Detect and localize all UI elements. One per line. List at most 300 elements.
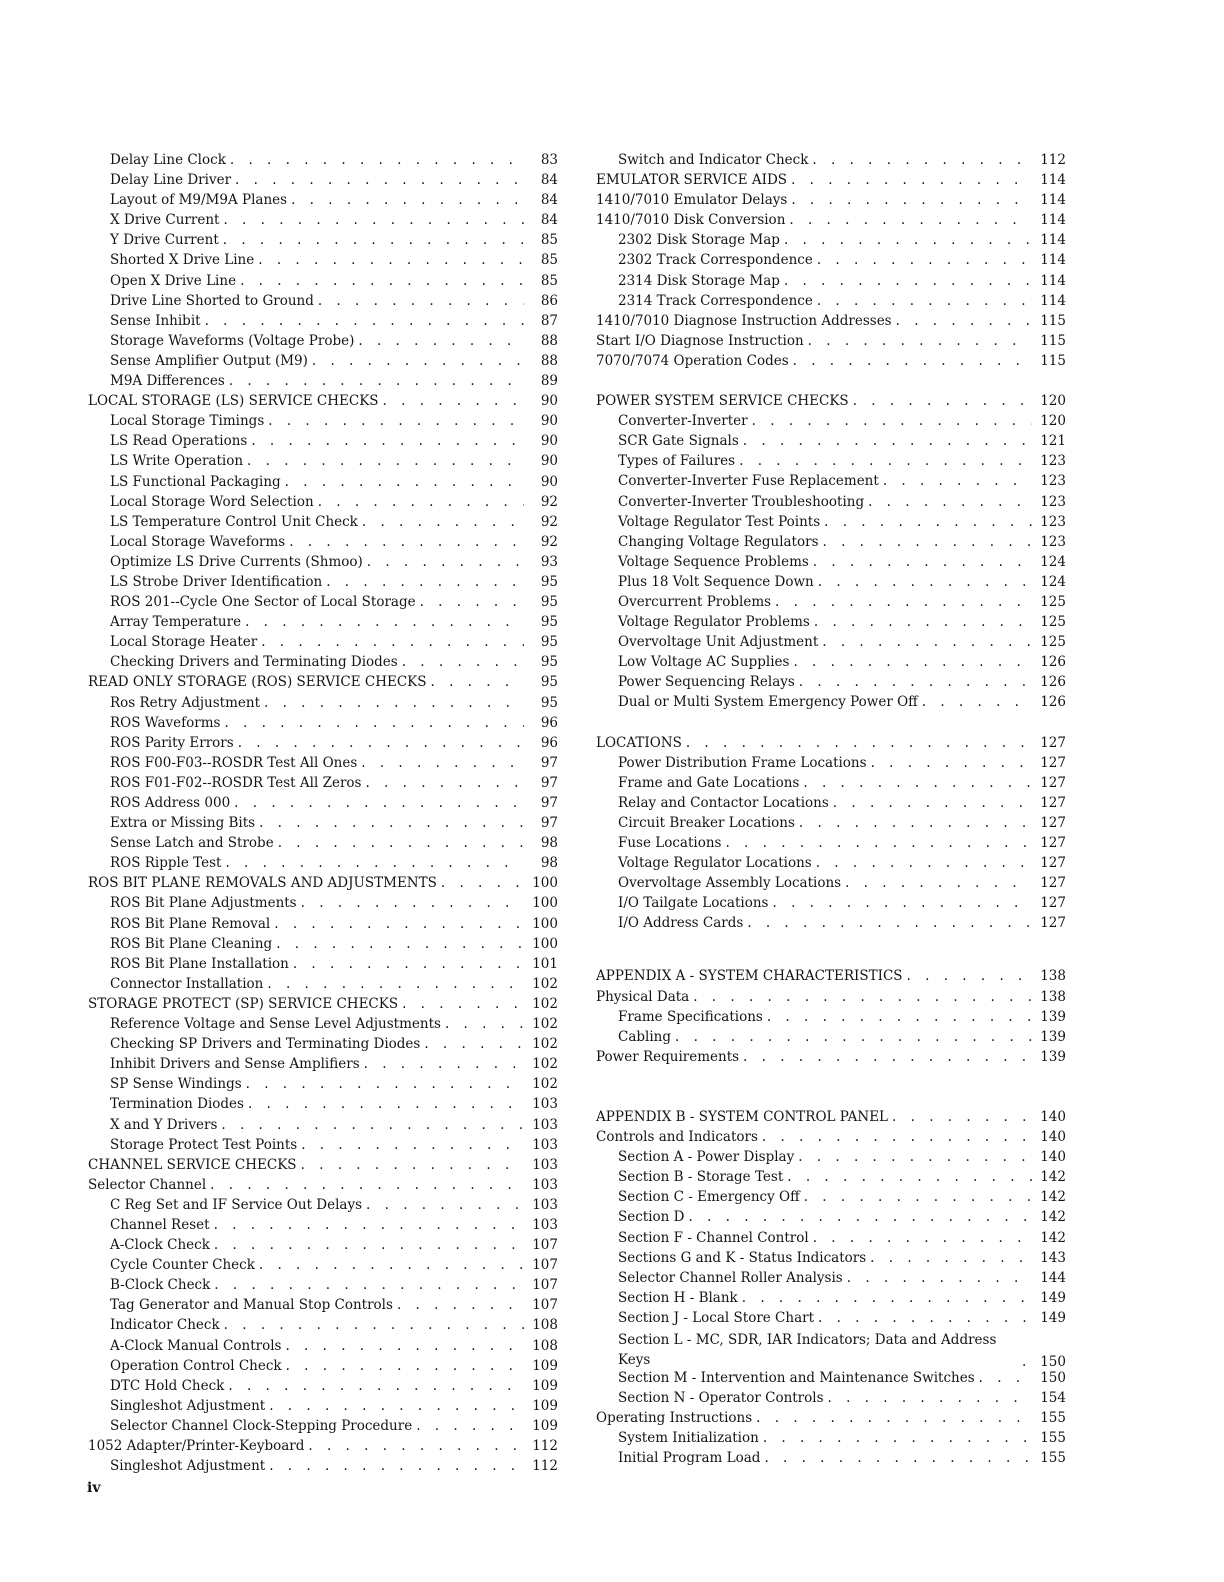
toc-page-number: 89	[540, 373, 558, 390]
toc-entry-title: Initial Program Load	[618, 1450, 761, 1467]
toc-page-number: 109	[532, 1397, 558, 1414]
dot-leader	[314, 293, 524, 309]
toc-subentry[interactable]	[88, 232, 558, 252]
toc-entry-title: ROS BIT PLANE REMOVALS AND ADJUSTMENTS	[88, 875, 437, 892]
toc-entry-title: Frame and Gate Locations	[618, 774, 800, 791]
dot-leader	[763, 1009, 1032, 1025]
dot-leader	[304, 1438, 524, 1454]
toc-entry[interactable]	[88, 1157, 558, 1177]
toc-left-column	[88, 152, 558, 1478]
toc-subentry[interactable]	[596, 1330, 1066, 1370]
toc-entry-title: ROS Parity Errors	[110, 734, 234, 751]
toc-subentry[interactable]	[88, 755, 558, 775]
dot-leader	[841, 875, 1032, 891]
toc-entry-title: Termination Diodes	[110, 1096, 244, 1113]
toc-entry-title: SP Sense Windings	[110, 1076, 242, 1093]
toc-subentry[interactable]	[88, 212, 558, 232]
dot-leader	[813, 293, 1032, 309]
toc-entry-title: Frame Specifications	[618, 1008, 763, 1025]
toc-subentry[interactable]	[88, 594, 558, 614]
toc-entry-title: Local Storage Waveforms	[110, 533, 286, 550]
toc-page-number: 101	[532, 955, 558, 972]
toc-subentry[interactable]	[596, 654, 1066, 674]
toc-subentry[interactable]	[88, 1096, 558, 1116]
toc-subentry[interactable]	[88, 895, 558, 915]
dot-leader	[272, 936, 524, 952]
dot-leader	[297, 895, 524, 911]
dot-leader	[354, 333, 524, 349]
toc-subentry[interactable]	[88, 634, 558, 654]
toc-entry-title: Section B - Storage Test	[618, 1169, 784, 1186]
toc-subentry[interactable]	[596, 293, 1066, 313]
dot-leader	[427, 674, 524, 690]
toc-page-number: 127	[1040, 835, 1066, 851]
toc-subentry[interactable]	[88, 654, 558, 674]
toc-subentry[interactable]	[596, 755, 1066, 775]
toc-subentry[interactable]	[596, 1230, 1066, 1250]
toc-subentry[interactable]	[596, 795, 1066, 815]
dot-leader	[210, 1217, 524, 1233]
toc-entry-title: X and Y Drivers	[110, 1116, 218, 1133]
dot-leader	[760, 1450, 1032, 1466]
toc-page-number: 95	[540, 614, 558, 631]
toc-page-number: 114	[1040, 272, 1066, 289]
toc-subentry[interactable]	[88, 1036, 558, 1056]
toc-subentry[interactable]	[88, 313, 558, 333]
toc-entry[interactable]	[596, 989, 1066, 1009]
toc-page-number: 112	[1040, 152, 1066, 168]
toc-page-number: 103	[532, 1196, 558, 1213]
toc-subentry[interactable]	[88, 453, 558, 473]
toc-page-number: 149	[1040, 1289, 1066, 1306]
toc-entry-title: B-Clock Check	[110, 1277, 211, 1294]
dot-leader	[810, 614, 1032, 630]
toc-entry-title: Singleshot Adjustment	[110, 1397, 266, 1414]
toc-entry-title: Open X Drive Line	[110, 272, 237, 289]
dot-leader	[289, 956, 524, 972]
toc-entry[interactable]	[596, 735, 1066, 755]
toc-subentry[interactable]	[88, 855, 558, 875]
dot-leader	[743, 915, 1032, 931]
toc-page-number: 121	[1040, 433, 1066, 450]
toc-entry-title: X Drive Current	[110, 212, 220, 229]
toc-subentry[interactable]	[88, 494, 558, 514]
toc-entry-title: Relay and Contactor Locations	[618, 794, 829, 811]
toc-subentry[interactable]	[596, 875, 1066, 895]
toc-entry-title: Storage Waveforms (Voltage Probe)	[110, 332, 355, 349]
dot-leader	[231, 172, 524, 188]
toc-entry-title: Cabling	[618, 1028, 671, 1045]
toc-page-number: 112	[532, 1458, 558, 1475]
toc-subentry[interactable]	[88, 1257, 558, 1277]
toc-page-number: 127	[1040, 915, 1066, 932]
toc-entry[interactable]	[88, 996, 558, 1016]
toc-subentry[interactable]	[596, 674, 1066, 694]
toc-page-number: 154	[1040, 1390, 1066, 1407]
dot-leader	[264, 413, 524, 429]
toc-entry-title: Checking SP Drivers and Terminating Diodes	[110, 1036, 421, 1053]
toc-entry[interactable]	[596, 1129, 1066, 1149]
toc-subentry[interactable]	[88, 815, 558, 835]
toc-page-number: 90	[540, 453, 558, 470]
toc-subentry[interactable]	[596, 473, 1066, 493]
toc-subentry[interactable]	[596, 815, 1066, 835]
toc-subentry[interactable]	[88, 695, 558, 715]
toc-subentry[interactable]	[88, 956, 558, 976]
toc-subentry[interactable]	[88, 1016, 558, 1036]
dot-leader	[812, 855, 1032, 871]
toc-subentry[interactable]	[596, 1290, 1066, 1310]
toc-subentry[interactable]	[596, 895, 1066, 915]
toc-entry-title: I/O Tailgate Locations	[618, 895, 769, 912]
toc-subentry[interactable]	[88, 1277, 558, 1297]
toc-entry-title: LS Strobe Driver Identification	[110, 573, 323, 590]
dot-leader	[361, 775, 524, 791]
toc-page-number: 120	[1040, 393, 1066, 410]
toc-subentry[interactable]	[596, 775, 1066, 795]
toc-subentry[interactable]	[88, 172, 558, 192]
toc-subentry[interactable]	[88, 373, 558, 393]
dot-leader	[265, 1398, 524, 1414]
dot-leader	[780, 273, 1032, 289]
toc-subentry[interactable]	[88, 1398, 558, 1418]
toc-subentry[interactable]	[88, 1217, 558, 1237]
toc-page-number: 127	[1040, 774, 1066, 791]
toc-subentry[interactable]	[88, 715, 558, 735]
toc-page-number: 84	[540, 172, 558, 189]
toc-subentry[interactable]	[88, 333, 558, 353]
toc-page-number: 120	[1040, 413, 1066, 430]
toc-entry-title: Local Storage Word Selection	[110, 493, 314, 510]
toc-entry[interactable]	[88, 875, 558, 895]
toc-page-number: 109	[532, 1377, 558, 1394]
toc-subentry[interactable]	[88, 1137, 558, 1157]
toc-page-number: 107	[532, 1277, 558, 1294]
toc-entry[interactable]	[88, 393, 558, 413]
toc-page-number: 123	[1040, 473, 1066, 490]
toc-subentry[interactable]	[88, 514, 558, 534]
toc-subentry[interactable]	[88, 976, 558, 996]
toc-entry[interactable]	[596, 313, 1066, 333]
toc-page-number: 107	[532, 1237, 558, 1254]
toc-page-number: 115	[1040, 312, 1066, 329]
toc-page-number: 142	[1040, 1229, 1066, 1246]
toc-subentry[interactable]	[88, 273, 558, 293]
toc-entry-title: M9A Differences	[110, 373, 225, 390]
toc-subentry[interactable]	[88, 152, 558, 172]
dot-leader	[918, 694, 1032, 710]
dot-leader	[281, 474, 524, 490]
toc-entry-title: Section M - Intervention and Maintenance Switches	[618, 1369, 975, 1386]
toc-subentry[interactable]	[596, 1189, 1066, 1209]
toc-page-number: 127	[1040, 734, 1066, 751]
toc-subentry[interactable]	[596, 694, 1066, 714]
toc-subentry[interactable]	[88, 474, 558, 494]
section-spacer	[596, 1069, 1066, 1089]
toc-entry-title: Low Voltage AC Supplies	[618, 654, 790, 671]
toc-entry-title: Fuse Locations	[618, 835, 722, 851]
toc-entry-title: Power Distribution Frame Locations	[618, 754, 867, 771]
toc-entry-title: Channel Reset	[110, 1216, 210, 1233]
toc-page-number: 143	[1040, 1249, 1066, 1266]
dot-leader	[814, 574, 1032, 590]
toc-subentry[interactable]	[88, 936, 558, 956]
dot-leader	[739, 433, 1032, 449]
dot-leader	[226, 152, 524, 168]
toc-entry[interactable]	[88, 674, 558, 694]
toc-entry[interactable]	[596, 393, 1066, 413]
toc-page-number: 97	[540, 815, 558, 832]
toc-subentry[interactable]	[596, 1310, 1066, 1330]
toc-subentry[interactable]	[596, 1370, 1066, 1390]
dot-leader	[441, 1016, 524, 1032]
toc-entry-title: Voltage Regulator Locations	[618, 855, 812, 872]
section-spacer	[596, 715, 1066, 735]
toc-page-number: 84	[540, 192, 558, 209]
toc-page-number: 138	[1040, 988, 1066, 1005]
toc-entry-title: 2314 Track Correspondence	[618, 292, 813, 309]
dot-leader	[242, 1076, 524, 1092]
toc-entry[interactable]	[596, 353, 1066, 373]
toc-entry-title: Optimize LS Drive Currents (Shmoo)	[110, 553, 363, 570]
toc-subentry[interactable]	[596, 1209, 1066, 1229]
toc-subentry[interactable]	[596, 554, 1066, 574]
toc-entry[interactable]	[88, 1177, 558, 1197]
toc-subentry[interactable]	[596, 152, 1066, 172]
toc-subentry[interactable]	[596, 614, 1066, 634]
toc-page-number: 97	[540, 754, 558, 771]
toc-page-number: 88	[540, 352, 558, 369]
toc-subentry[interactable]	[88, 1458, 558, 1478]
toc-subentry[interactable]	[596, 574, 1066, 594]
toc-subentry[interactable]	[596, 835, 1066, 855]
toc-page-number: 90	[540, 433, 558, 450]
toc-subentry[interactable]	[88, 775, 558, 795]
toc-subentry[interactable]	[88, 835, 558, 855]
toc-entry[interactable]	[596, 1410, 1066, 1430]
toc-subentry[interactable]	[596, 1149, 1066, 1169]
toc-subentry[interactable]	[88, 1056, 558, 1076]
toc-entry[interactable]	[596, 1109, 1066, 1129]
dot-leader	[358, 514, 524, 530]
toc-entry-title: Delay Line Clock	[110, 152, 226, 168]
toc-entry-title: Selector Channel	[88, 1176, 207, 1193]
toc-page-number: 139	[1040, 1048, 1066, 1065]
toc-subentry[interactable]	[88, 1338, 558, 1358]
toc-entry-title: ROS Waveforms	[110, 714, 221, 731]
toc-subentry[interactable]	[88, 1197, 558, 1217]
toc-subentry[interactable]	[88, 252, 558, 272]
toc-subentry[interactable]	[88, 1378, 558, 1398]
toc-page-number: 102	[532, 995, 558, 1012]
toc-subentry[interactable]	[88, 1297, 558, 1317]
toc-entry-title: Section J - Local Store Chart	[618, 1309, 815, 1326]
dot-leader	[843, 1270, 1032, 1286]
dot-leader	[225, 373, 524, 389]
toc-entry-title: Drive Line Shorted to Ground	[110, 292, 314, 309]
toc-entry[interactable]	[88, 1438, 558, 1458]
toc-entry-title: Singleshot Adjustment	[110, 1458, 266, 1475]
toc-entry-title: ROS Bit Plane Installation	[110, 955, 289, 972]
dot-leader	[398, 996, 524, 1012]
toc-subentry[interactable]	[88, 1237, 558, 1257]
toc-subentry[interactable]	[596, 594, 1066, 614]
dot-leader	[274, 835, 524, 851]
toc-subentry[interactable]	[596, 413, 1066, 433]
toc-subentry[interactable]	[88, 1317, 558, 1337]
toc-entry-title: Power Requirements	[596, 1048, 740, 1065]
toc-page-number: 84	[540, 212, 558, 229]
dot-leader	[800, 1189, 1032, 1205]
dot-leader	[260, 695, 524, 711]
toc-page-number: 150	[1040, 1353, 1066, 1370]
toc-subentry[interactable]	[596, 534, 1066, 554]
toc-page-number: 109	[532, 1357, 558, 1374]
dot-leader	[412, 1418, 524, 1434]
dot-leader	[866, 1250, 1032, 1266]
toc-entry-title: Power Sequencing Relays	[618, 674, 795, 691]
toc-entry-title: Tag Generator and Manual Stop Controls	[110, 1297, 393, 1314]
toc-page-number: 90	[540, 413, 558, 430]
dot-leader	[684, 1209, 1032, 1225]
toc-subentry[interactable]	[88, 735, 558, 755]
toc-page-number: 96	[540, 714, 558, 731]
toc-subentry[interactable]	[596, 494, 1066, 514]
toc-page-number: 88	[540, 332, 558, 349]
toc-subentry[interactable]	[596, 1450, 1066, 1470]
toc-subentry[interactable]	[88, 293, 558, 313]
toc-subentry[interactable]	[596, 232, 1066, 252]
toc-subentry[interactable]	[88, 1076, 558, 1096]
dot-leader	[210, 1237, 524, 1253]
toc-page-number: 142	[1040, 1189, 1066, 1206]
toc-entry-title: Layout of M9/M9A Planes	[110, 192, 288, 209]
toc-entry[interactable]	[596, 192, 1066, 212]
dot-leader	[829, 795, 1032, 811]
section-spacer	[596, 373, 1066, 393]
dot-leader	[220, 1317, 524, 1333]
toc-page-number: 90	[540, 393, 558, 410]
toc-subentry[interactable]	[596, 634, 1066, 654]
toc-subentry[interactable]	[88, 1418, 558, 1438]
toc-entry[interactable]	[596, 968, 1066, 988]
toc-page-number: 127	[1040, 895, 1066, 912]
toc-subentry[interactable]	[88, 353, 558, 373]
toc-page-number: 125	[1040, 614, 1066, 631]
toc-page-number: 92	[540, 513, 558, 530]
dot-leader	[363, 554, 524, 570]
toc-page-number: 140	[1040, 1108, 1066, 1125]
toc-entry[interactable]	[596, 172, 1066, 192]
toc-page-number: 100	[532, 895, 558, 912]
toc-entry[interactable]	[596, 1049, 1066, 1069]
toc-page-number: 125	[1040, 593, 1066, 610]
dot-leader	[393, 1297, 524, 1313]
toc-subentry[interactable]	[88, 554, 558, 574]
toc-subentry[interactable]	[596, 1430, 1066, 1450]
toc-entry-title: I/O Address Cards	[618, 915, 744, 932]
toc-page-number: 95	[540, 573, 558, 590]
toc-subentry[interactable]	[596, 433, 1066, 453]
dot-leader	[297, 1157, 524, 1173]
toc-subentry[interactable]	[596, 1169, 1066, 1189]
toc-subentry[interactable]	[596, 855, 1066, 875]
toc-subentry[interactable]	[88, 534, 558, 554]
toc-page-number: 127	[1040, 814, 1066, 831]
toc-entry-title: 2302 Disk Storage Map	[618, 232, 780, 249]
toc-page-number: 126	[1040, 654, 1066, 671]
toc-page-number: 102	[532, 1076, 558, 1093]
toc-subentry[interactable]	[596, 1270, 1066, 1290]
dot-leader	[721, 835, 1032, 851]
toc-subentry[interactable]	[596, 1250, 1066, 1270]
toc-subentry[interactable]	[88, 1358, 558, 1378]
toc-entry[interactable]	[596, 333, 1066, 353]
toc-subentry[interactable]	[88, 916, 558, 936]
toc-entry-title: Ros Retry Adjustment	[110, 694, 260, 711]
toc-entry-title: Connector Installation	[110, 975, 264, 992]
toc-entry-title: APPENDIX A - SYSTEM CHARACTERISTICS	[596, 968, 903, 985]
toc-subentry[interactable]	[596, 915, 1066, 935]
toc-entry-title: Types of Failures	[618, 453, 736, 470]
toc-subentry[interactable]	[88, 192, 558, 212]
dot-leader	[739, 1049, 1032, 1065]
dot-leader	[362, 1197, 524, 1213]
toc-entry-title: Checking Drivers and Terminating Diodes	[110, 654, 398, 671]
dot-leader	[824, 1390, 1032, 1406]
toc-entry-title: Controls and Indicators	[596, 1129, 758, 1146]
toc-page-number: 100	[532, 935, 558, 952]
toc-page-number: 102	[532, 1036, 558, 1053]
toc-page-number: 127	[1040, 855, 1066, 872]
toc-page-number: 103	[532, 1136, 558, 1153]
toc-subentry[interactable]	[596, 514, 1066, 534]
toc-subentry[interactable]	[596, 1390, 1066, 1410]
dot-leader	[795, 674, 1032, 690]
toc-subentry[interactable]	[88, 574, 558, 594]
toc-page-number: 139	[1040, 1008, 1066, 1025]
toc-subentry[interactable]	[88, 614, 558, 634]
toc-subentry[interactable]	[88, 433, 558, 453]
dot-leader	[357, 755, 524, 771]
dot-leader	[809, 1230, 1032, 1246]
toc-subentry[interactable]	[88, 413, 558, 433]
toc-page-number: 140	[1040, 1149, 1066, 1166]
dot-leader	[1018, 1354, 1032, 1370]
toc-entry-title: LS Functional Packaging	[110, 473, 281, 490]
dot-leader	[219, 232, 524, 248]
toc-subentry[interactable]	[596, 252, 1066, 272]
dot-leader	[849, 393, 1032, 409]
toc-subentry[interactable]	[596, 453, 1066, 473]
toc-page-number: 107	[532, 1297, 558, 1314]
toc-subentry[interactable]	[596, 1029, 1066, 1049]
toc-entry-title: Section N - Operator Controls	[618, 1390, 824, 1407]
toc-entry-title: Reference Voltage and Sense Level Adjustments	[110, 1016, 441, 1033]
toc-subentry[interactable]	[596, 273, 1066, 293]
toc-subentry[interactable]	[88, 795, 558, 815]
page-folio: iv	[87, 1480, 101, 1496]
dot-leader	[738, 1290, 1032, 1306]
dot-leader	[903, 968, 1032, 984]
toc-page-number: 127	[1040, 794, 1066, 811]
toc-page-number: 114	[1040, 252, 1066, 269]
toc-page-number: 83	[540, 152, 558, 168]
toc-subentry[interactable]	[596, 1009, 1066, 1029]
toc-entry[interactable]	[596, 212, 1066, 232]
toc-entry-title: C Reg Set and IF Service Out Delays	[110, 1196, 363, 1213]
toc-subentry[interactable]	[88, 1117, 558, 1137]
